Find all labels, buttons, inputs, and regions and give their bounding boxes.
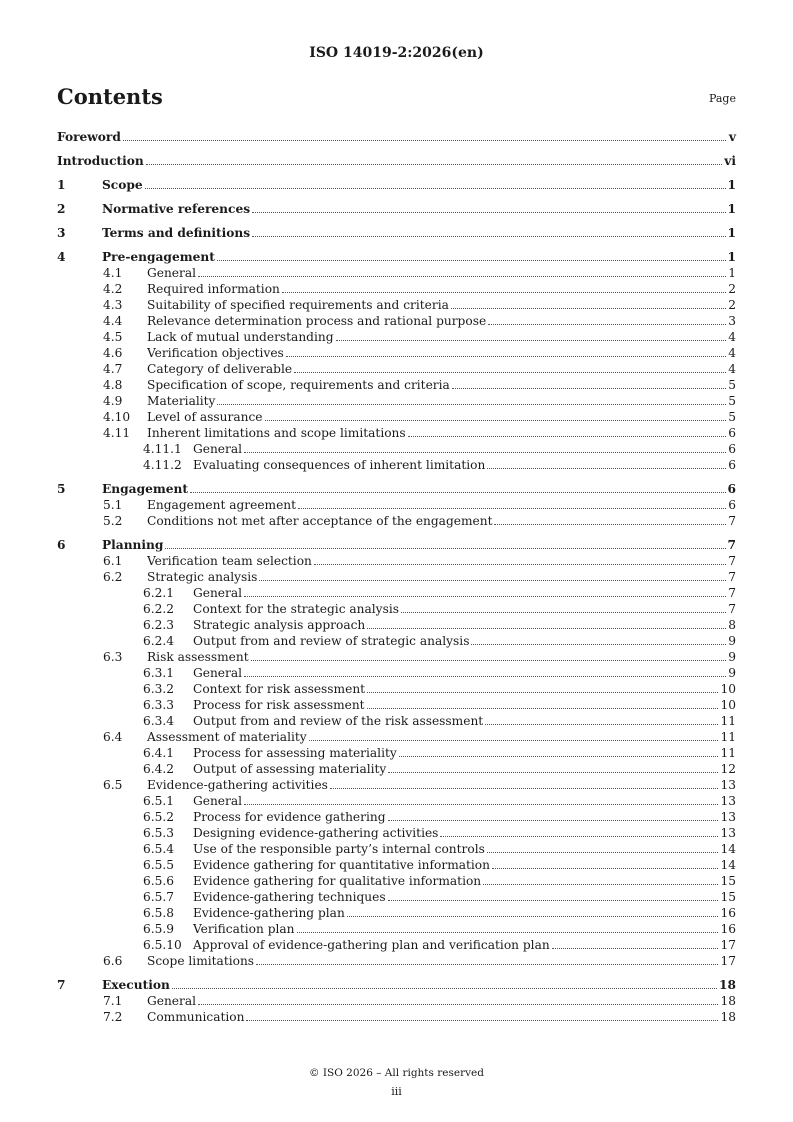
page-title: Contents [57,84,163,109]
toc-entry-page: 1 [727,178,736,192]
toc-entry-page: 7 [728,586,736,600]
toc-entry-title: Pre-engagement [102,250,215,264]
toc-entry-number: 4.3 [103,298,123,312]
toc-entry-page: 13 [720,794,736,808]
toc-entry[interactable] [57,857,736,873]
toc-entry[interactable] [57,249,736,265]
toc-entry-title: Introduction [57,154,144,168]
toc-entry-number: 6.2.1 [143,586,175,600]
toc-entry-page: 18 [719,978,736,992]
toc-entry-number: 6.4 [103,730,123,744]
toc-entry-page: 5 [728,378,736,392]
toc-entry-title: Inherent limitations and scope limitations [147,426,406,440]
table-of-contents [57,129,736,1025]
toc-entry-title: Context for risk assessment [193,682,366,696]
toc-entry-title: Relevance determination process and rational purpose [147,314,487,328]
toc-entry-page: 5 [728,394,736,408]
toc-entry[interactable] [57,665,736,681]
dot-leader [451,308,726,309]
toc-entry-number: 4.4 [103,314,123,328]
toc-entry-page: 8 [728,618,736,632]
toc-entry[interactable] [57,553,736,569]
dot-leader [256,964,718,965]
toc-entry-title: Process for assessing materiality [193,746,397,760]
toc-entry-number: 6.5.1 [143,794,175,808]
toc-entry[interactable] [57,281,736,297]
dot-leader [244,676,726,677]
toc-entry-title: Evaluating consequences of inherent limitation [193,458,486,472]
dot-leader [485,724,718,725]
dot-leader [298,508,726,509]
toc-entry-title: Use of the responsible party’s internal controls [193,842,485,856]
toc-entry-page: 6 [727,482,736,496]
toc-entry-page: 9 [728,634,736,648]
toc-entry-number: 4.6 [103,346,123,360]
dot-leader [401,612,726,613]
toc-entry-title: Required information [147,282,280,296]
toc-entry-page: 10 [720,698,736,712]
document-id-header: ISO 14019-2:2026(en) [309,45,484,61]
toc-entry[interactable] [57,409,736,425]
dot-leader [145,188,726,189]
toc-entry[interactable] [57,873,736,889]
toc-entry-number: 6.5.8 [143,906,175,920]
toc-entry-title: Process for risk assessment [193,698,365,712]
dot-leader [246,1020,718,1021]
toc-entry[interactable] [57,889,736,905]
toc-entry-title: Materiality [147,394,216,408]
toc-entry-number: 6.5.3 [143,826,175,840]
toc-entry[interactable] [57,793,736,809]
dot-leader [198,1004,718,1005]
toc-entry-number: 4.8 [103,378,123,392]
dot-leader [367,708,719,709]
dot-leader [330,788,719,789]
toc-entry[interactable] [57,129,736,145]
toc-entry-page: 18 [720,1010,736,1024]
toc-entry[interactable] [57,177,736,193]
toc-entry-title: Execution [102,978,170,992]
toc-entry-number: 6.2.2 [143,602,175,616]
toc-entry-title: Output from and review of the risk assessment [193,714,484,728]
toc-entry-page: 9 [728,666,736,680]
toc-entry[interactable] [57,1009,736,1025]
toc-entry-number: 4.5 [103,330,123,344]
dot-leader [294,372,726,373]
toc-entry[interactable] [57,313,736,329]
toc-entry-page: 13 [720,778,736,792]
toc-entry[interactable] [57,225,736,241]
dot-leader [336,340,726,341]
dot-leader [190,492,726,493]
toc-entry-number: 4.11 [103,426,131,440]
toc-entry-title: Scope limitations [147,954,255,968]
toc-entry-number: 4.2 [103,282,123,296]
toc-entry-number: 4.10 [103,410,131,424]
toc-entry-page: 3 [728,314,736,328]
toc-entry-number: 6.5.10 [143,938,182,952]
dot-leader [347,916,719,917]
dot-leader [488,324,726,325]
toc-entry-page: v [728,130,736,144]
toc-entry-page: 17 [720,938,736,952]
toc-entry[interactable] [57,361,736,377]
toc-entry-number: 3 [57,226,66,240]
toc-entry-title: Normative references [102,202,251,216]
toc-entry-number: 4.7 [103,362,123,376]
toc-entry-number: 7.2 [103,1010,123,1024]
toc-entry[interactable] [57,825,736,841]
toc-entry-number: 4.1 [103,266,123,280]
dot-leader [244,596,726,597]
toc-entry-page: 2 [728,282,736,296]
toc-entry-number: 6.3 [103,650,123,664]
toc-entry-number: 6.5.2 [143,810,175,824]
dot-leader [440,836,718,837]
dot-leader [252,212,725,213]
dot-leader [259,580,726,581]
dot-leader [309,740,719,741]
dot-leader [388,772,718,773]
toc-entry-title: Assessment of materiality [147,730,307,744]
toc-entry[interactable] [57,425,736,441]
toc-entry-page: 1 [727,202,736,216]
toc-entry-number: 4.9 [103,394,123,408]
dot-leader [123,140,726,141]
toc-entry-page: 16 [720,922,736,936]
toc-entry[interactable] [57,937,736,953]
toc-entry-page: 2 [728,298,736,312]
toc-entry-title: Output from and review of strategic analysis [193,634,470,648]
dot-leader [452,388,726,389]
toc-entry-title: Verification team selection [147,554,312,568]
toc-entry[interactable] [57,497,736,513]
toc-entry-page: 14 [720,858,736,872]
toc-entry-number: 6.2.3 [143,618,175,632]
toc-entry[interactable] [57,617,736,633]
toc-entry-number: 6.3.4 [143,714,175,728]
toc-entry-title: Evidence-gathering plan [193,906,345,920]
toc-entry-page: 15 [720,890,736,904]
toc-entry-page: 1 [727,250,736,264]
toc-entry[interactable] [57,681,736,697]
toc-entry-number: 5.1 [103,498,123,512]
dot-leader [492,868,718,869]
toc-entry-page: 11 [720,714,736,728]
toc-entry-page: 14 [720,842,736,856]
toc-entry-title: Verification objectives [147,346,284,360]
toc-entry-title: Approval of evidence-gathering plan and verification plan [193,938,550,952]
toc-entry-title: Evidence gathering for quantitative information [193,858,490,872]
toc-entry-title: General [193,586,242,600]
toc-entry[interactable] [57,345,736,361]
toc-entry-title: Engagement agreement [147,498,297,512]
toc-entry-title: Conditions not met after acceptance of the engagement [147,514,493,528]
toc-entry-number: 5 [57,482,66,496]
toc-entry-number: 5.2 [103,514,123,528]
dot-leader [165,548,725,549]
toc-entry-page: 4 [728,362,736,376]
toc-entry[interactable] [57,569,736,585]
toc-entry[interactable] [57,745,736,761]
toc-entry-page: 13 [720,826,736,840]
toc-entry-title: General [193,666,242,680]
toc-entry-title: Evidence gathering for qualitative information [193,874,482,888]
toc-entry-number: 6.1 [103,554,123,568]
dot-leader [146,164,722,165]
toc-entry[interactable] [57,201,736,217]
toc-entry-page: 6 [728,426,736,440]
toc-entry-title: Foreword [57,130,121,144]
toc-entry-title: Engagement [102,482,188,496]
toc-entry-number: 6.5.9 [143,922,175,936]
toc-entry[interactable] [57,297,736,313]
toc-entry[interactable] [57,153,736,169]
toc-entry[interactable] [57,633,736,649]
toc-entry-title: Risk assessment [147,650,249,664]
dot-leader [367,692,718,693]
toc-entry-title: Terms and definitions [102,226,251,240]
dot-leader [483,884,718,885]
dot-leader [251,660,726,661]
toc-entry-title: Strategic analysis approach [193,618,366,632]
toc-entry-number: 4.11.1 [143,442,182,456]
toc-entry-title: Lack of mutual understanding [147,330,334,344]
dot-leader [314,564,726,565]
dot-leader [494,524,726,525]
toc-entry-page: 11 [720,746,736,760]
page-number: iii [391,1085,402,1098]
toc-entry[interactable] [57,601,736,617]
toc-entry-title: Evidence-gathering techniques [193,890,386,904]
dot-leader [408,436,726,437]
toc-entry-number: 6.5.7 [143,890,175,904]
dot-leader [388,900,719,901]
toc-entry[interactable] [57,841,736,857]
toc-entry[interactable] [57,993,736,1009]
toc-entry-title: Designing evidence-gathering activities [193,826,439,840]
toc-entry[interactable] [57,905,736,921]
toc-entry-page: vi [724,154,736,168]
toc-entry-title: Strategic analysis [147,570,258,584]
dot-leader [388,820,719,821]
toc-entry-number: 6.5 [103,778,123,792]
toc-entry-number: 6.3.2 [143,682,175,696]
toc-entry-page: 1 [727,226,736,240]
toc-entry[interactable] [57,513,736,529]
toc-entry-page: 4 [728,330,736,344]
toc-entry-number: 6.5.5 [143,858,175,872]
toc-entry-page: 5 [728,410,736,424]
toc-entry-number: 6.2 [103,570,123,584]
toc-entry-page: 15 [720,874,736,888]
toc-entry[interactable] [57,537,736,553]
dot-leader [487,852,719,853]
toc-entry-number: 6.2.4 [143,634,175,648]
toc-entry-page: 13 [720,810,736,824]
toc-entry[interactable] [57,393,736,409]
toc-entry-title: Verification plan [193,922,295,936]
toc-entry-title: General [147,994,196,1008]
toc-entry-title: Communication [147,1010,245,1024]
toc-entry-page: 7 [727,538,736,552]
dot-leader [471,644,726,645]
toc-entry[interactable] [57,729,736,745]
toc-entry-number: 6.5.6 [143,874,175,888]
toc-entry-page: 7 [728,570,736,584]
copyright-notice: © ISO 2026 – All rights reserved [309,1067,484,1079]
toc-entry-title: General [193,442,242,456]
toc-entry[interactable] [57,441,736,457]
toc-entry[interactable] [57,777,736,793]
toc-entry-page: 7 [728,554,736,568]
toc-entry-title: Suitability of specified requirements and criteria [147,298,449,312]
dot-leader [244,452,726,453]
toc-entry-number: 2 [57,202,66,216]
toc-entry-page: 11 [720,730,736,744]
toc-entry-number: 6.3.1 [143,666,175,680]
dot-leader [244,804,718,805]
toc-entry[interactable] [57,697,736,713]
toc-entry[interactable] [57,649,736,665]
toc-entry-number: 4 [57,250,66,264]
toc-entry-number: 6.4.1 [143,746,175,760]
toc-entry-page: 16 [720,906,736,920]
dot-leader [286,356,726,357]
dot-leader [252,236,725,237]
toc-entry-number: 4.11.2 [143,458,182,472]
toc-entry-page: 17 [720,954,736,968]
toc-entry[interactable] [57,329,736,345]
toc-entry-title: Category of deliverable [147,362,293,376]
dot-leader [487,468,726,469]
toc-entry[interactable] [57,921,736,937]
toc-entry-page: 6 [728,498,736,512]
toc-entry[interactable] [57,481,736,497]
toc-entry-title: Process for evidence gathering [193,810,386,824]
toc-entry-number: 6 [57,538,66,552]
toc-entry-page: 9 [728,650,736,664]
dot-leader [217,260,726,261]
toc-entry-page: 7 [728,514,736,528]
toc-entry-title: Output of assessing materiality [193,762,387,776]
toc-entry-number: 7.1 [103,994,123,1008]
toc-entry[interactable] [57,761,736,777]
dot-leader [172,988,717,989]
toc-entry[interactable] [57,953,736,969]
toc-entry-page: 6 [728,442,736,456]
toc-entry-title: Specification of scope, requirements and criteria [147,378,450,392]
toc-entry[interactable] [57,457,736,473]
dot-leader [282,292,726,293]
toc-entry-number: 6.5.4 [143,842,175,856]
toc-entry-title: Planning [102,538,164,552]
toc-entry-number: 7 [57,978,66,992]
toc-entry-number: 1 [57,178,66,192]
toc-entry-page: 1 [728,266,736,280]
toc-entry-number: 6.4.2 [143,762,175,776]
page-column-label: Page [708,92,736,105]
toc-entry-page: 18 [720,994,736,1008]
toc-entry-title: Context for the strategic analysis [193,602,399,616]
toc-entry-page: 6 [728,458,736,472]
toc-entry[interactable] [57,977,736,993]
dot-leader [198,276,726,277]
toc-entry-title: Level of assurance [147,410,263,424]
toc-entry-page: 12 [720,762,736,776]
dot-leader [399,756,719,757]
dot-leader [265,420,726,421]
toc-entry-number: 6.3.3 [143,698,175,712]
toc-entry-title: Evidence-gathering activities [147,778,328,792]
toc-entry-page: 10 [720,682,736,696]
toc-entry[interactable] [57,377,736,393]
toc-entry-title: General [193,794,242,808]
toc-entry-title: General [147,266,196,280]
dot-leader [297,932,719,933]
dot-leader [217,404,726,405]
dot-leader [552,948,719,949]
toc-entry[interactable] [57,585,736,601]
toc-entry[interactable] [57,713,736,729]
toc-entry-title: Scope [102,178,143,192]
toc-entry[interactable] [57,809,736,825]
toc-entry-page: 7 [728,602,736,616]
toc-entry[interactable] [57,265,736,281]
dot-leader [367,628,726,629]
toc-entry-page: 4 [728,346,736,360]
toc-entry-number: 6.6 [103,954,123,968]
